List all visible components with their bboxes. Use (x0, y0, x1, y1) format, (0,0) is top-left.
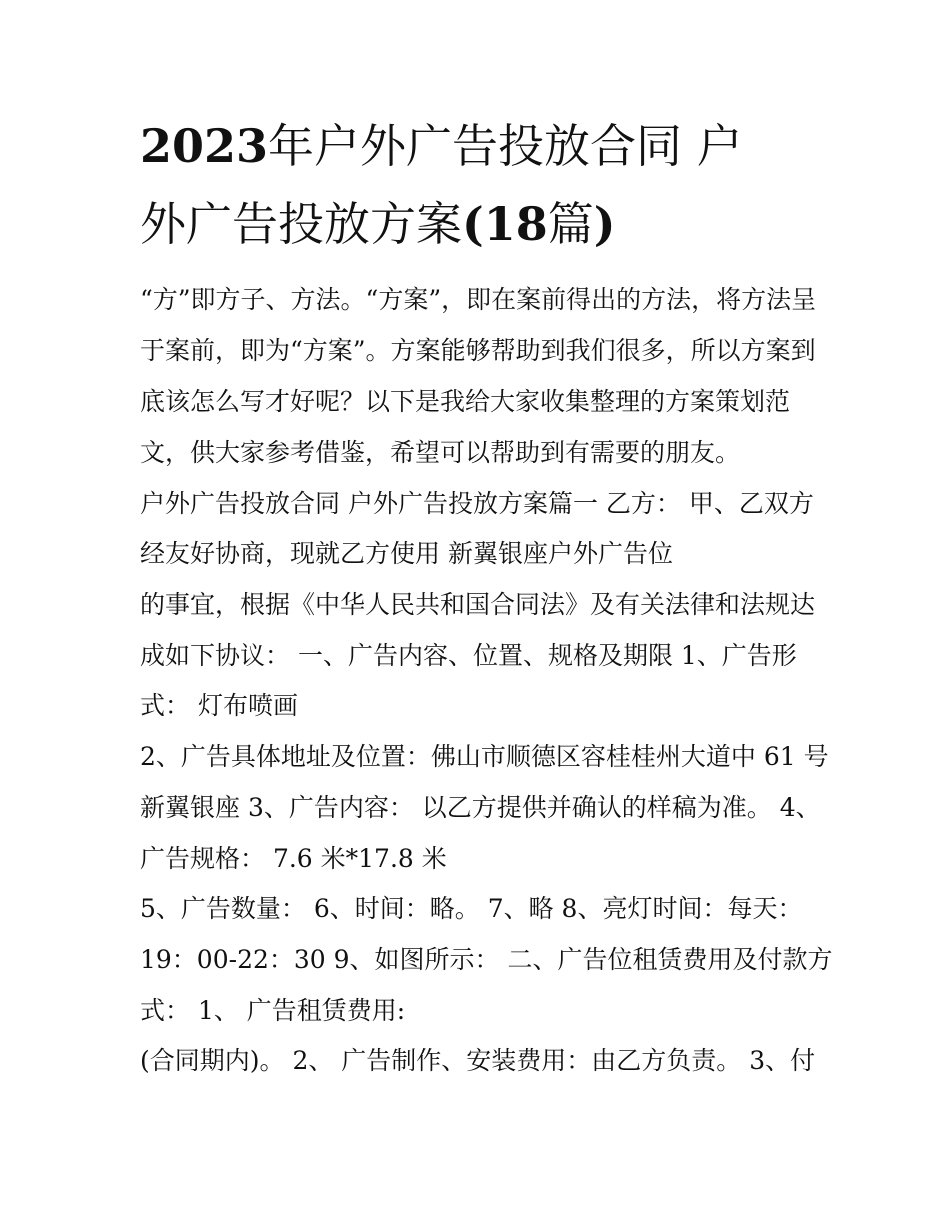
document-title-line-2: 外广告投放方案(18篇) (140, 197, 616, 251)
body-line: 5、广告数量： 6、时间：略。 7、略 8、亮灯时间：每天： (140, 894, 803, 923)
body-line: 式： 灯布喷画 (140, 691, 298, 720)
body-line: 广告规格： 7.6 米*17.8 米 (140, 844, 447, 873)
body-line: 户外广告投放合同 户外广告投放方案篇一 乙方： 甲、乙双方 (140, 489, 814, 518)
body-line: 底该怎么写才好呢？以下是我给大家收集整理的方案策划范 (140, 387, 791, 416)
body-line: “方”即方子、方法。“方案”，即在案前得出的方法，将方法呈 (140, 285, 817, 314)
body-line: 2、广告具体地址及位置：佛山市顺德区容桂桂州大道中 61 号 (140, 742, 829, 771)
body-line: 19：00-22：30 9、如图所示： 二、广告位租赁费用及付款方 (140, 945, 833, 974)
body-line: 成如下协议： 一、广告内容、位置、规格及期限 1、广告形 (140, 641, 797, 670)
body-line: 经友好协商，现就乙方使用 新翼银座户外广告位 (140, 539, 673, 568)
body-line: 文，供大家参考借鉴，希望可以帮助到有需要的朋友。 (140, 438, 741, 467)
body-line: 的事宜，根据《中华人民共和国合同法》及有关法律和法规达 (140, 590, 816, 619)
document-title-line-1: 2023年户外广告投放合同 户 (140, 119, 743, 173)
body-line: (合同期内)。 2、 广告制作、安装费用：由乙方负责。 3、付 (140, 1046, 816, 1075)
body-line: 新翼银座 3、广告内容： 以乙方提供并确认的样稿为准。 4、 (140, 793, 821, 822)
body-line: 于案前，即为“方案”。方案能够帮助到我们很多，所以方案到 (140, 336, 816, 365)
body-line: 式： 1、 广告租赁费用: (140, 996, 406, 1025)
